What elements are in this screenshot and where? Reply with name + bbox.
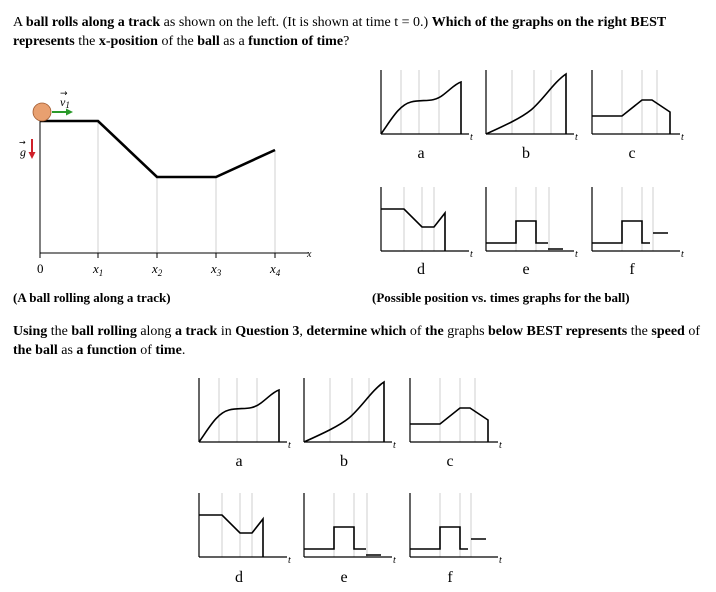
graph-option-position-d[interactable] — [381, 187, 473, 260]
graph-time-label: t — [470, 132, 473, 143]
graph-option-label: c — [446, 453, 454, 470]
question1-segment: Which of the graphs on the right BEST represents — [13, 15, 666, 49]
question2-segment: below BEST represents — [488, 324, 628, 339]
graph-time-label: t — [393, 555, 396, 566]
graph-option-label: a — [417, 145, 425, 162]
graph-curve — [381, 209, 445, 251]
question2-segment: in — [217, 324, 236, 339]
graph-option-position-f[interactable] — [592, 187, 684, 260]
velocity-vector-arrow: → — [60, 89, 68, 99]
gravity-label: g — [20, 145, 26, 159]
graph-option-label: f — [447, 569, 453, 586]
tick-label-subscript: 1 — [98, 268, 104, 278]
graph-option-label: c — [628, 145, 636, 162]
question2-segment: Question 3 — [235, 324, 300, 339]
caption-left: (A ball rolling along a track) — [13, 290, 171, 305]
track-tick-label — [269, 261, 281, 278]
velocity-subscript: 1 — [65, 100, 70, 110]
ball — [33, 103, 51, 121]
graph-time-label: t — [575, 132, 578, 143]
track-tick-label — [37, 261, 44, 276]
question2-segment: of — [406, 324, 426, 339]
graph-option-label: e — [522, 261, 530, 278]
graph-time-label: t — [470, 249, 473, 260]
question1-segment: as shown on the left. (It is shown at time t = 0.) — [160, 15, 432, 30]
question2-segment: as — [57, 343, 77, 358]
question2-segment: of — [684, 324, 700, 339]
graph-option-speed-f[interactable] — [410, 493, 502, 566]
graph-option-speed-a[interactable] — [199, 378, 291, 451]
gravity-arrowhead — [29, 152, 36, 159]
tick-label-main: 0 — [37, 261, 44, 276]
graph-curve — [592, 100, 670, 134]
question2-segment: graphs — [443, 324, 489, 339]
question1-segment: A — [13, 15, 26, 30]
tick-label-subscript: 2 — [157, 268, 163, 278]
graph-option-speed-b[interactable] — [304, 378, 396, 451]
graph-curve — [304, 382, 384, 442]
graph-option-position-e[interactable] — [486, 187, 578, 260]
question2-segment: . — [181, 343, 186, 358]
question2-segment: ball rolling — [71, 324, 137, 339]
graph-option-label: e — [340, 569, 348, 586]
tick-label-main: x — [152, 261, 158, 276]
graph-option-label: b — [340, 453, 348, 470]
question2-segment: time — [155, 343, 182, 358]
graph-option-label: d — [235, 569, 243, 586]
caption-right: (Possible position vs. times graphs for the ball) — [372, 290, 630, 305]
tick-label-main: x — [211, 261, 217, 276]
velocity-symbol: v — [60, 95, 66, 109]
graph-curve — [486, 221, 563, 251]
graph-curve — [304, 527, 381, 557]
graph-time-label: t — [575, 249, 578, 260]
question1-segment: the — [74, 34, 99, 49]
question1-segment: function of time — [248, 34, 344, 49]
tick-label-main: x — [270, 261, 276, 276]
graph-curve — [410, 408, 488, 442]
question2-segment: Using — [13, 324, 48, 339]
tick-label-main: x — [93, 261, 99, 276]
question2-segment: the ball — [13, 343, 58, 358]
graph-option-position-c[interactable] — [592, 70, 684, 143]
track-tick-label — [92, 261, 103, 278]
graph-option-label: a — [235, 453, 243, 470]
track-figure — [19, 89, 312, 278]
question1-segment: ball — [197, 34, 220, 49]
question2-segment: a function — [76, 343, 137, 358]
graph-option-speed-c[interactable] — [410, 378, 502, 451]
question1-segment: of the — [157, 34, 198, 49]
track-tick-label — [151, 261, 163, 278]
graph-time-label: t — [499, 440, 502, 451]
question1-segment: ball rolls along a track — [25, 15, 161, 30]
graph-option-label: f — [629, 261, 635, 278]
x-axis-label: x — [307, 249, 312, 260]
question2-segment: along — [136, 324, 175, 339]
graph-option-label: d — [417, 261, 425, 278]
graph-curve — [410, 527, 486, 549]
gravity-vector-arrow: → — [19, 138, 26, 147]
graph-curve — [199, 390, 279, 442]
graph-time-label: t — [393, 440, 396, 451]
question2-segment: a track — [174, 324, 218, 339]
question2-segment: the — [425, 324, 444, 339]
question1-segment: ? — [343, 34, 350, 49]
graph-time-label: t — [288, 555, 291, 566]
question2-segment: , — [299, 324, 307, 339]
question2-segment: the — [627, 324, 652, 339]
graph-curve — [486, 74, 566, 134]
question2-segment: the — [47, 324, 72, 339]
graph-option-speed-d[interactable] — [199, 493, 291, 566]
graph-curve — [199, 515, 263, 557]
graph-curve — [381, 82, 461, 134]
graph-time-label: t — [288, 440, 291, 451]
graph-curve — [592, 221, 668, 243]
graph-option-position-b[interactable] — [486, 70, 578, 143]
track-tick-label — [210, 261, 222, 278]
graph-time-label: t — [499, 555, 502, 566]
question-2-text — [13, 322, 708, 360]
question1-segment: x-position — [98, 34, 158, 49]
graph-time-label: t — [681, 249, 684, 260]
graph-option-label: b — [522, 145, 530, 162]
tick-label-subscript: 3 — [216, 268, 222, 278]
graph-option-speed-e[interactable] — [304, 493, 396, 566]
question2-segment: determine which — [306, 324, 407, 339]
graph-time-label: t — [681, 132, 684, 143]
track-path — [40, 121, 275, 177]
graph-option-position-a[interactable] — [381, 70, 473, 143]
question2-segment: of — [136, 343, 156, 358]
question2-segment: speed — [651, 324, 685, 339]
question1-segment: as a — [219, 34, 249, 49]
tick-label-subscript: 4 — [275, 268, 281, 278]
track-tick-labels — [37, 261, 281, 278]
